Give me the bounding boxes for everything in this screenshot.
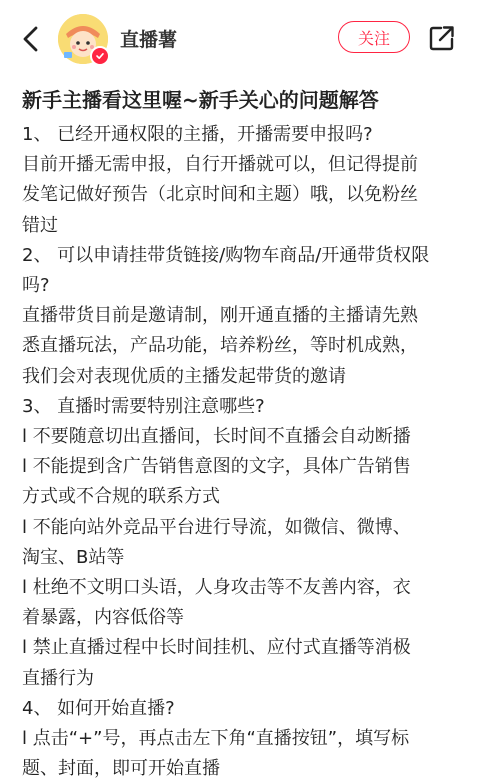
body-line: 发笔记做好预告（北京时间和主题）哦，以免粉丝 [22, 184, 418, 206]
note-body [22, 120, 462, 784]
note-content [22, 82, 462, 784]
body-line: 方式或不合规的联系方式 [22, 486, 220, 508]
body-line: l 不能提到含广告销售意图的文字，具体广告销售 [22, 456, 411, 478]
body-line: l 不能向站外竞品平台进行导流，如微信、微博、 [22, 516, 411, 538]
verified-badge-icon [90, 46, 110, 66]
body-line: l 不要随意切出直播间，长时间不直播会自动断播 [22, 426, 411, 448]
body-line: 3、 直播时需要特别注意哪些? [22, 395, 265, 417]
back-button[interactable] [18, 24, 42, 54]
back-arrow-icon [21, 25, 39, 53]
body-line: l 杜绝不文明口头语，人身攻击等不友善内容，衣 [22, 577, 411, 599]
body-line: 1、 已经开通权限的主播，开播需要申报吗? [22, 124, 373, 145]
note-title: 新手主播看这里喔~新手关心的问题解答 [22, 88, 379, 112]
body-line: l 禁止直播过程中长时间挂机、应付式直播等消极 [22, 637, 411, 659]
body-line: 2、 可以申请挂带货链接/购物车商品/开通带货权限 [22, 244, 430, 266]
body-line: 悉直播玩法，产品功能，培养粉丝，等时机成熟， [22, 335, 418, 357]
body-line: 直播带货目前是邀请制，刚开通直播的主播请先熟 [22, 305, 418, 327]
body-line: 题、封面，即可开始直播 [22, 758, 220, 780]
share-button[interactable] [428, 24, 456, 52]
body-line: 淘宝、B站等 [22, 546, 125, 568]
body-line: 错过 [22, 214, 58, 236]
body-line: 我们会对表现优质的主播发起带货的邀请 [22, 365, 346, 387]
follow-button[interactable]: 关注 [338, 21, 410, 53]
body-line: 吗? [22, 275, 50, 297]
body-line: l 点击“+”号，再点击左下角“直播按钮”，填写标 [22, 728, 410, 750]
body-line: 目前开播无需申报，自行开播就可以，但记得提前 [22, 154, 418, 176]
body-line: 4、 如何开始直播? [22, 697, 175, 719]
share-icon [428, 24, 456, 52]
body-line: 直播行为 [22, 667, 94, 689]
avatar[interactable] [58, 14, 108, 64]
author-name[interactable]: 直播薯 [120, 29, 178, 51]
body-line: 着暴露，内容低俗等 [22, 607, 184, 629]
note-header [0, 0, 480, 78]
